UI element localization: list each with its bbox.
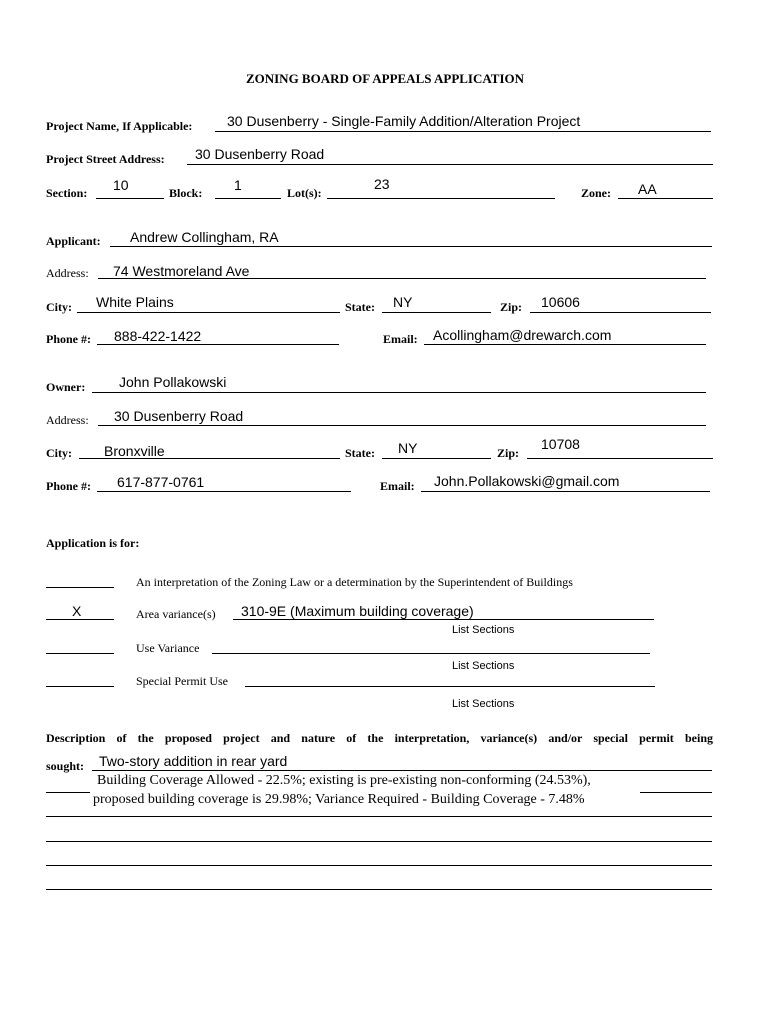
section-field[interactable]: 10: [113, 177, 129, 193]
applicant-city-field[interactable]: White Plains: [96, 294, 174, 310]
description-line-2b: [640, 792, 712, 793]
description-detail-2[interactable]: proposed building coverage is 29.98%; Variance Required - Building Coverage - 7.48%: [93, 792, 585, 807]
block-label: Block:: [169, 186, 203, 200]
owner-phone-label: Phone #:: [46, 479, 91, 493]
zone-label: Zone:: [581, 186, 611, 200]
applicant-state-line: [382, 312, 491, 313]
owner-city-field[interactable]: Bronxville: [104, 443, 165, 459]
applicant-email-label: Email:: [383, 332, 418, 346]
interpretation-check-line[interactable]: [46, 587, 114, 588]
area-variance-field[interactable]: 310-9E (Maximum building coverage): [241, 603, 474, 619]
description-label: Description of the proposed project and nature of the interpretation, variance(s) and/or special permit being: [46, 731, 713, 745]
special-permit-line: [245, 686, 655, 687]
applicant-field[interactable]: Andrew Collingham, RA: [130, 229, 279, 245]
project-street-field[interactable]: 30 Dusenberry Road: [195, 146, 325, 162]
project-street-line: [187, 164, 713, 165]
owner-zip-line: [527, 458, 713, 459]
form-title: ZONING BOARD OF APPEALS APPLICATION: [245, 71, 525, 86]
owner-zip-field[interactable]: 10708: [541, 436, 580, 452]
special-permit-check-line[interactable]: [46, 686, 114, 687]
owner-email-field[interactable]: John.Pollakowski@gmail.com: [434, 473, 620, 489]
use-variance-option: Use Variance: [136, 641, 200, 655]
owner-line: [92, 392, 706, 393]
owner-email-label: Email:: [380, 479, 415, 493]
applicant-phone-field[interactable]: 888-422-1422: [114, 328, 202, 344]
applicant-phone-line: [97, 344, 339, 345]
use-variance-line: [212, 653, 650, 654]
owner-field[interactable]: John Pollakowski: [119, 374, 227, 390]
owner-state-label: State:: [345, 446, 375, 460]
lots-field[interactable]: 23: [374, 176, 390, 192]
applicant-email-field[interactable]: Acollingham@drewarch.com: [433, 327, 612, 343]
owner-state-field[interactable]: NY: [398, 440, 418, 456]
applicant-line: [110, 246, 712, 247]
block-field[interactable]: 1: [234, 177, 242, 193]
applicant-state-field[interactable]: NY: [393, 294, 413, 310]
project-street-label: Project Street Address:: [46, 152, 165, 166]
applicant-address-field[interactable]: 74 Westmoreland Ave: [113, 263, 250, 279]
application-heading: Application is for:: [46, 536, 140, 550]
applicant-state-label: State:: [345, 300, 375, 314]
owner-city-label: City:: [46, 446, 72, 460]
owner-phone-field[interactable]: 617-877-0761: [117, 474, 205, 490]
zone-field[interactable]: AA: [638, 181, 657, 197]
applicant-city-label: City:: [46, 300, 72, 314]
applicant-email-line: [424, 344, 706, 345]
applicant-zip-line: [530, 312, 711, 313]
owner-label: Owner:: [46, 380, 86, 394]
owner-address-line: [98, 425, 706, 426]
description-detail-1[interactable]: Building Coverage Allowed - 22.5%; existing is pre-existing non-conforming (24.53%),: [97, 773, 591, 788]
applicant-phone-label: Phone #:: [46, 332, 91, 346]
owner-zip-label: Zip:: [497, 446, 520, 460]
project-name-line: [215, 131, 711, 132]
use-variance-note: List Sections: [452, 660, 515, 672]
description-line-6: [46, 889, 712, 890]
lots-line: [327, 198, 555, 199]
block-line: [215, 198, 281, 199]
applicant-zip-field[interactable]: 10606: [541, 294, 580, 310]
lots-label: Lot(s):: [287, 186, 322, 200]
project-name-label: Project Name, If Applicable:: [46, 119, 193, 133]
applicant-address-label: Address:: [46, 266, 89, 280]
project-name-field[interactable]: 30 Dusenberry - Single-Family Addition/Alteration Project: [227, 113, 581, 129]
section-line: [96, 198, 164, 199]
special-permit-note: List Sections: [452, 698, 515, 710]
owner-address-field[interactable]: 30 Dusenberry Road: [114, 408, 244, 424]
area-variance-note: List Sections: [452, 624, 515, 636]
description-line-4: [46, 841, 712, 842]
owner-phone-line: [97, 491, 351, 492]
description-line-1: [92, 770, 712, 771]
interpretation-option: An interpretation of the Zoning Law or a determination by the Superintendent of Buildings: [136, 575, 573, 589]
area-variance-option: Area variance(s): [136, 607, 216, 621]
description-sought-label: sought:: [46, 759, 85, 773]
description-line-2a: [46, 792, 90, 793]
special-permit-option: Special Permit Use: [136, 674, 228, 688]
area-variance-line: [233, 619, 654, 620]
zone-line: [618, 198, 713, 199]
applicant-city-line: [77, 312, 340, 313]
area-variance-check-line[interactable]: [46, 619, 114, 620]
description-line-3: [46, 816, 712, 817]
description-line-5: [46, 865, 712, 866]
applicant-label: Applicant:: [46, 234, 101, 248]
section-label: Section:: [46, 186, 88, 200]
use-variance-check-line[interactable]: [46, 653, 114, 654]
applicant-zip-label: Zip:: [500, 300, 523, 314]
owner-state-line: [382, 458, 491, 459]
owner-address-label: Address:: [46, 413, 89, 427]
area-variance-check-mark[interactable]: X: [72, 603, 82, 619]
description-field[interactable]: Two-story addition in rear yard: [99, 753, 288, 769]
owner-email-line: [421, 491, 710, 492]
